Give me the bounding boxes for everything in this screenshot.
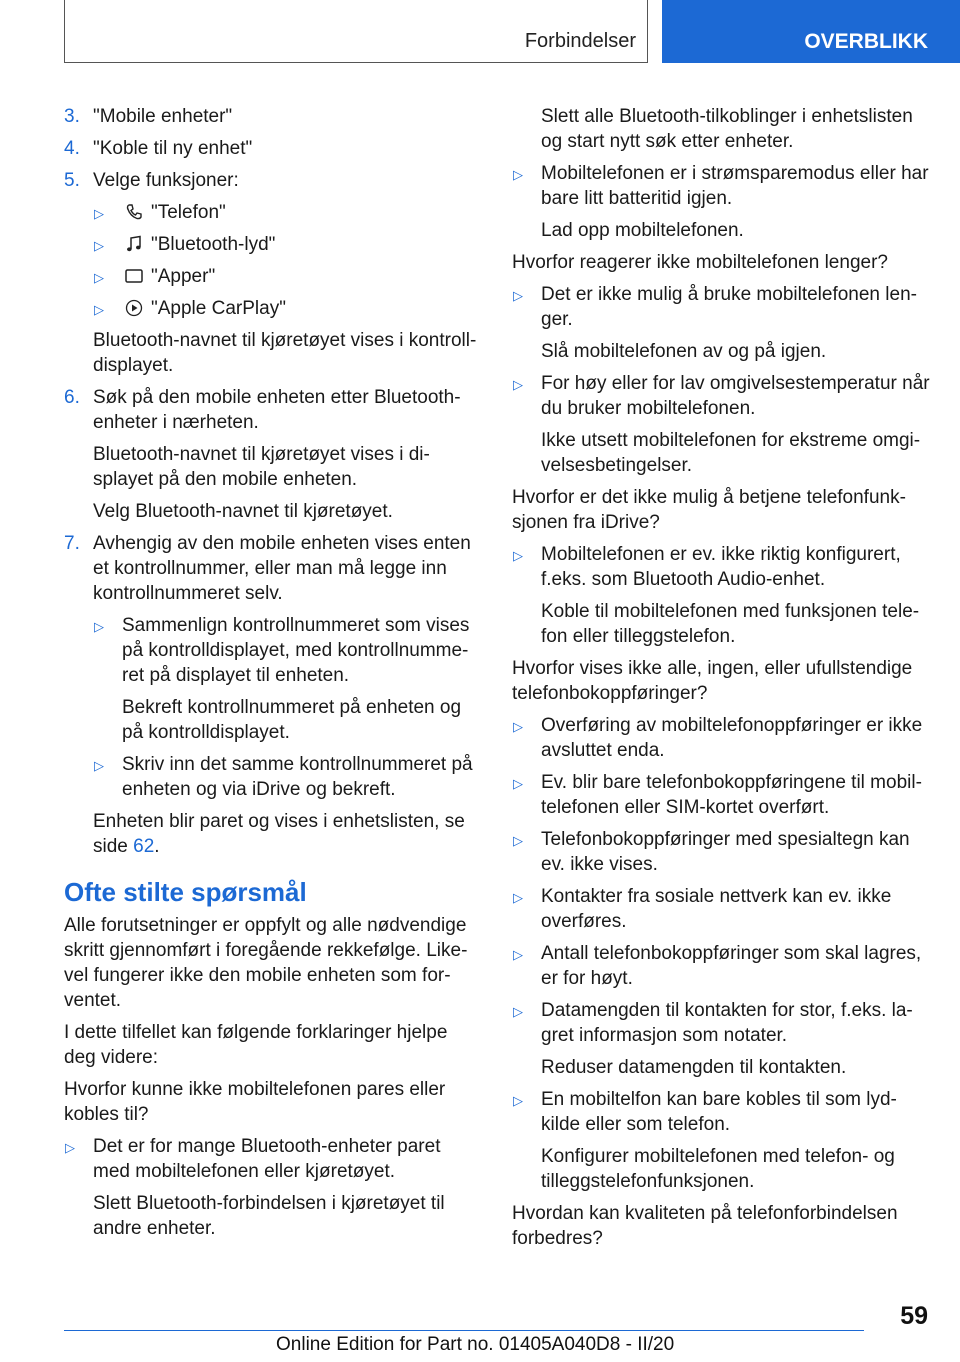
- faq-q2-bullet-2: ▷ For høy eller for lav omgivelsestemperatur når du bruker mobiltelefonen.: [513, 373, 930, 419]
- faq-question-5: Hvordan kan kvaliteten på telefonforbindelsen forbedres?: [512, 1203, 898, 1249]
- step-3: 3. "Mobile enheter": [64, 106, 233, 127]
- step-7-bullet-1: ▷ Sammenlign kontrollnummeret som vises på kontrolldisplayet, med kontrollnumme-ret på displayet til enheten.: [94, 615, 470, 686]
- option-bluetooth-lyd: ▷ "Bluetooth-lyd": [93, 232, 480, 257]
- right-column: [512, 104, 930, 1258]
- music-note-icon: [125, 235, 143, 253]
- step-7-bullet-1-para: Bekreft kontrollnummeret på enheten og på kontrolldisplayet.: [122, 697, 462, 743]
- faq-question-1: Hvorfor kunne ikke mobiltelefonen pares eller kobles til?: [64, 1079, 446, 1125]
- faq-q1-bullet-2-para: Lad opp mobiltelefonen.: [541, 220, 744, 241]
- triangle-bullet-icon: ▷: [513, 1004, 523, 1019]
- triangle-bullet-icon: ▷: [513, 167, 523, 182]
- header-section-title: Forbindelser: [524, 30, 636, 52]
- faq-q4-bullet-7-para: Konfigurer mobiltelefonen med telefon- og tilleggstelefonfunksjonen.: [541, 1146, 895, 1192]
- triangle-bullet-icon: ▷: [513, 548, 523, 563]
- triangle-bullet-icon: ▷: [513, 288, 523, 303]
- triangle-bullet-icon: ▷: [513, 776, 523, 791]
- faq-q4-bullet-7: ▷ En mobiltelfon kan bare kobles til som lyd-kilde eller som telefon.: [513, 1089, 897, 1135]
- page-number: 59: [900, 1302, 928, 1330]
- triangle-bullet-icon: ▷: [513, 377, 523, 392]
- faq-intro-2: I dette tilfellet kan følgende forklaringer hjelpe deg videre:: [64, 1022, 448, 1068]
- step-5-note: Bluetooth-navnet til kjøretøyet vises i kontroll-displayet.: [93, 330, 477, 376]
- footer-divider: [64, 1330, 864, 1331]
- apps-icon: [125, 267, 143, 285]
- faq-q4-bullet-3: ▷ Telefonbokoppføringer med spesialtegn kan ev. ikke vises.: [513, 829, 910, 875]
- triangle-bullet-icon: ▷: [513, 1093, 523, 1108]
- tab-overblikk[interactable]: OVERBLIKK: [662, 0, 960, 63]
- left-column: [64, 104, 480, 1248]
- triangle-bullet-icon: ▷: [65, 1140, 75, 1155]
- step-7-bullet-2: ▷ Skriv inn det samme kontrollnummeret på enheten og via iDrive og bekreft.: [94, 754, 473, 800]
- footer-edition: Online Edition for Part no. 01405A040D8 - II/20: [276, 1334, 675, 1355]
- faq-q1-bullet-1: ▷ Det er for mange Bluetooth-enheter paret med mobiltelefonen eller kjøretøyet.: [65, 1136, 441, 1182]
- step-6: 6. Søk på den mobile enheten etter Bluetooth-enheter i nærheten.: [64, 387, 461, 433]
- section-heading-faq: Ofte stilte spørsmål: [64, 877, 307, 907]
- triangle-bullet-icon: ▷: [94, 758, 104, 773]
- faq-q2-bullet-1: ▷ Det er ikke mulig å bruke mobiltelefonen len-ger.: [513, 284, 917, 330]
- step-6-para-1: Bluetooth-navnet til kjøretøyet vises i di-splayet på den mobile enheten.: [93, 444, 430, 490]
- faq-q4-bullet-4: ▷ Kontakter fra sosiale nettverk kan ev. ikke overføres.: [513, 886, 892, 932]
- option-apple-carplay: ▷ "Apple CarPlay": [93, 296, 480, 321]
- faq-q4-bullet-2: ▷ Ev. blir bare telefonbokoppføringene til mobil-telefonen eller SIM-kortet overført.: [513, 772, 922, 818]
- phone-icon: [125, 203, 143, 221]
- faq-q1-continued: Slett alle Bluetooth-tilkoblinger i enhetslisten og start nytt søk etter enheter.: [541, 106, 913, 152]
- triangle-bullet-icon: ▷: [513, 833, 523, 848]
- faq-question-4: Hvorfor vises ikke alle, ingen, eller ufullstendige telefonbokoppføringer?: [512, 658, 913, 704]
- faq-question-3: Hvorfor er det ikke mulig å betjene telefonfunk-sjonen fra iDrive?: [512, 487, 906, 533]
- step-6-para-2: Velg Bluetooth-navnet til kjøretøyet.: [93, 501, 393, 522]
- faq-q4-bullet-5: ▷ Antall telefonbokoppføringer som skal lagres, er for høyt.: [513, 943, 922, 989]
- triangle-bullet-icon: ▷: [513, 719, 523, 734]
- step-5: 5. Velge funksjoner:: [64, 170, 239, 191]
- faq-q4-bullet-1: ▷ Overføring av mobiltelefonoppføringer er ikke avsluttet enda.: [513, 715, 923, 761]
- faq-q1-bullet-1-para: Slett Bluetooth-forbindelsen i kjøretøyet til andre enheter.: [93, 1193, 445, 1239]
- step-7: 7. Avhengig av den mobile enheten vises enten et kontrollnummer, eller man må legge inn kontrollnummeret selv.: [64, 533, 471, 604]
- triangle-bullet-icon: ▷: [513, 947, 523, 962]
- triangle-bullet-icon: ▷: [94, 619, 104, 634]
- step-4: 4. "Koble til ny enhet": [64, 138, 253, 159]
- faq-q4-bullet-6-para: Reduser datamengden til kontakten.: [541, 1057, 847, 1078]
- faq-q1-bullet-2: ▷ Mobiltelefonen er i strømsparemodus eller har bare litt batteritid igjen.: [513, 163, 929, 209]
- page-link-62[interactable]: 62: [133, 836, 155, 857]
- triangle-bullet-icon: ▷: [513, 890, 523, 905]
- triangle-bullet-icon: ▷: [94, 206, 104, 221]
- faq-intro-1: Alle forutsetninger er oppfylt og alle nødvendige skritt gjennomført i foregående rekkefølge. Like-vel fungerer ikke den mobile enheten som for-ventet.: [64, 915, 468, 1011]
- option-apper: ▷ "Apper": [93, 264, 480, 289]
- faq-q2-bullet-2-para: Ikke utsett mobiltelefonen for ekstreme omgi-velsesbetingelser.: [541, 430, 921, 476]
- faq-q3-bullet-1-para: Koble til mobiltelefonen med funksjonen tele-fon eller tilleggstelefon.: [541, 601, 920, 647]
- faq-q4-bullet-6: ▷ Datamengden til kontakten for stor, f.eks. la-gret informasjon som notater.: [513, 1000, 913, 1046]
- triangle-bullet-icon: ▷: [94, 238, 104, 253]
- carplay-icon: [125, 299, 143, 317]
- option-telefon: ▷ "Telefon": [93, 200, 480, 225]
- step-7-conclusion: Enheten blir paret og vises i enhetslisten, se side 62.: [93, 811, 465, 857]
- triangle-bullet-icon: ▷: [94, 270, 104, 285]
- faq-q3-bullet-1: ▷ Mobiltelefonen er ev. ikke riktig konfigurert, f.eks. som Bluetooth Audio-enhet.: [513, 544, 901, 590]
- faq-q2-bullet-1-para: Slå mobiltelefonen av og på igjen.: [541, 341, 827, 362]
- triangle-bullet-icon: ▷: [94, 302, 104, 317]
- faq-question-2: Hvorfor reagerer ikke mobiltelefonen lenger?: [512, 252, 888, 273]
